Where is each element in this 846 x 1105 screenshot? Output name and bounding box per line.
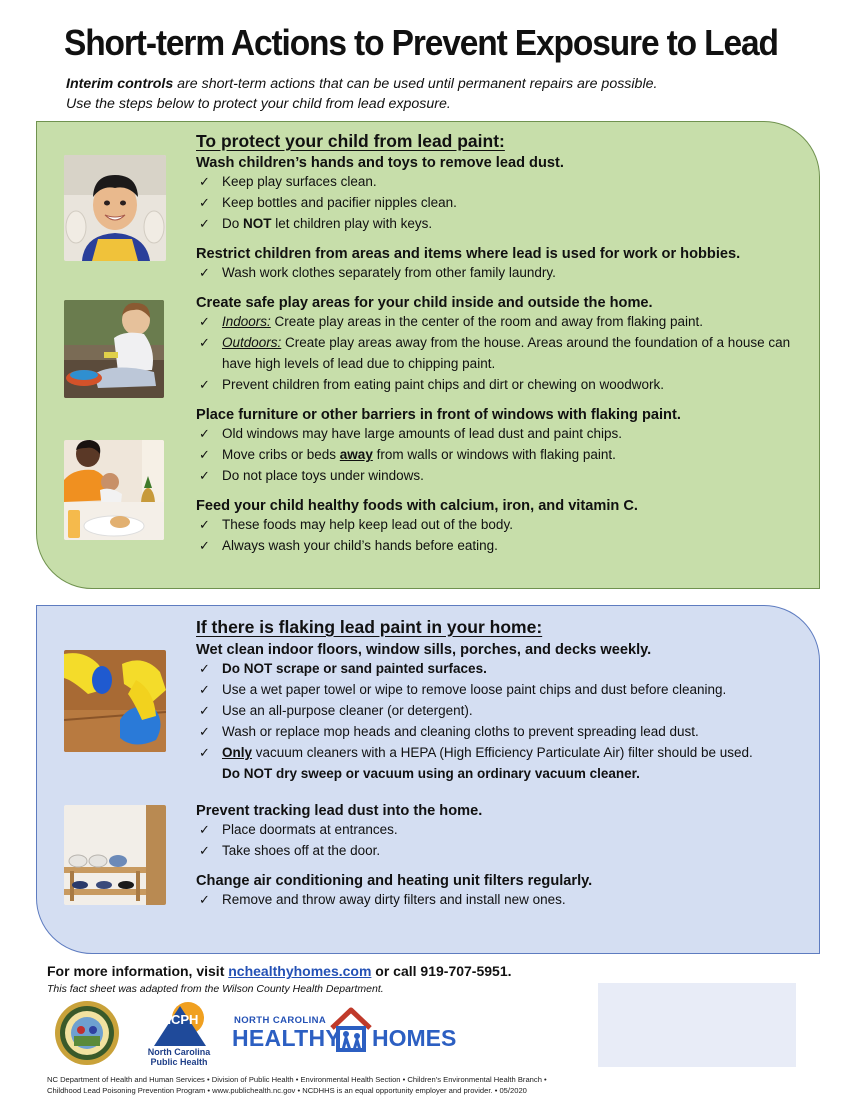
hh-healthy: HEALTHY xyxy=(232,1025,342,1051)
check-icon: ✓ xyxy=(199,724,210,739)
intro-line1: are short-term actions that can be used until permanent repairs are possible. xyxy=(173,76,658,92)
section1-heading: To protect your child from lead paint: xyxy=(196,131,505,151)
list-item: ✓ These foods may help keep lead out of the body. xyxy=(196,514,806,535)
section1-content xyxy=(196,131,806,556)
adapted-note: This fact sheet was adapted from the Wilson County Health Department. xyxy=(47,983,384,995)
website-link[interactable]: nchealthyhomes.com xyxy=(228,963,372,979)
playing-child-photo xyxy=(64,300,164,398)
list-item: ✓ Wash or replace mop heads and cleaning cloths to prevent spreading lead dust. xyxy=(196,721,806,742)
check-icon: ✓ xyxy=(199,822,210,837)
s2-g2-list xyxy=(196,819,806,861)
list-item: ✓ Only vacuum cleaners with a HEPA (High Efficiency Particulate Air) filter should be used. Do NOT dry sweep or vacuum using an ordinary vacuum cleaner. xyxy=(196,742,806,784)
s2-g1-list xyxy=(196,658,806,784)
ncph-label: North Carolina Public Health xyxy=(147,1047,211,1067)
g4-title: Place furniture or other barriers in front of windows with flaking paint. xyxy=(196,407,681,423)
check-icon: ✓ xyxy=(199,335,210,350)
section2-content xyxy=(196,617,806,910)
ncph-logo xyxy=(150,1000,210,1048)
check-icon: ✓ xyxy=(199,745,210,760)
list-item: ✓ Old windows may have large amounts of lead dust and paint chips. xyxy=(196,423,806,444)
g5-list xyxy=(196,514,806,556)
list-item: ✓ Always wash your child’s hands before eating. xyxy=(196,535,806,556)
list-item: ✓ Indoors: Create play areas in the center of the room and away from flaking paint. xyxy=(196,311,806,332)
check-icon: ✓ xyxy=(199,195,210,210)
check-icon: ✓ xyxy=(199,377,210,392)
s2-g3-title: Change air conditioning and heating unit filters regularly. xyxy=(196,873,593,889)
g3-list xyxy=(196,311,806,395)
g2-title: Restrict children from areas and items where lead is used for work or hobbies. xyxy=(196,246,741,262)
check-icon: ✓ xyxy=(199,517,210,532)
nc-seal-logo xyxy=(54,1000,120,1066)
check-icon: ✓ xyxy=(199,843,210,858)
blank-box xyxy=(598,983,796,1067)
list-item: ✓ Move cribs or beds away from walls or windows with flaking paint. xyxy=(196,444,806,465)
child-photo xyxy=(64,155,166,261)
check-icon: ✓ xyxy=(199,892,210,907)
more-info: For more information, visit nchealthyhomes.com or call 919-707-5951. xyxy=(47,963,512,979)
intro-bold: Interim controls xyxy=(66,76,174,92)
check-icon: ✓ xyxy=(199,538,210,553)
list-item: ✓ Do NOT let children play with keys. xyxy=(196,213,806,234)
disclaimer-line1: NC Department of Health and Human Services • Division of Public Health • Environmental Health Section • Children’s Environmental Health Branch • xyxy=(47,1075,547,1084)
list-item: ✓ Take shoes off at the door. xyxy=(196,840,806,861)
g5-title: Feed your child healthy foods with calcium, iron, and vitamin C. xyxy=(196,498,638,514)
intro-text xyxy=(66,74,657,114)
list-item: ✓ Do NOT scrape or sand painted surfaces. xyxy=(196,658,806,679)
list-item: ✓ Use an all-purpose cleaner (or detergent). xyxy=(196,700,806,721)
s2-g2-title: Prevent tracking lead dust into the home. xyxy=(196,803,483,819)
list-item: ✓ Outdoors: Create play areas away from the house. Areas around the foundation of a house can have high levels of lead due to chipping paint. xyxy=(196,332,806,374)
check-icon: ✓ xyxy=(199,703,210,718)
s2-g1-title: Wet clean indoor floors, window sills, porches, and decks weekly. xyxy=(196,642,652,658)
check-icon: ✓ xyxy=(199,682,210,697)
list-item: ✓ Wash work clothes separately from other family laundry. xyxy=(196,262,806,283)
list-item: ✓ Use a wet paper towel or wipe to remove loose paint chips and dust before cleaning. xyxy=(196,679,806,700)
list-item: ✓ Keep play surfaces clean. xyxy=(196,171,806,192)
shoes-photo xyxy=(64,805,166,905)
hh-homes: HOMES xyxy=(372,1025,457,1051)
list-item: ✓ Place doormats at entrances. xyxy=(196,819,806,840)
check-icon: ✓ xyxy=(199,216,210,231)
g4-list xyxy=(196,423,806,486)
list-item: ✓ Remove and throw away dirty filters and install new ones. xyxy=(196,889,806,910)
s2-g3-list xyxy=(196,889,806,910)
intro-line2: Use the steps below to protect your child from lead exposure. xyxy=(66,96,451,112)
healthy-homes-house-icon xyxy=(330,1006,372,1052)
check-icon: ✓ xyxy=(199,447,210,462)
g3-title: Create safe play areas for your child inside and outside the home. xyxy=(196,295,653,311)
check-icon: ✓ xyxy=(199,174,210,189)
list-item: ✓ Do not place toys under windows. xyxy=(196,465,806,486)
list-item: ✓ Keep bottles and pacifier nipples clean. xyxy=(196,192,806,213)
disclaimer-line2: Childhood Lead Poisoning Prevention Program • www.publichealth.nc.gov • NCDHHS is an equal opportunity employer and provider. • 05/2020 xyxy=(47,1086,527,1095)
check-icon: ✓ xyxy=(199,661,210,676)
g1-list xyxy=(196,171,806,234)
page-title: Short-term Actions to Prevent Exposure to Lead xyxy=(64,22,778,63)
section2-heading: If there is flaking lead paint in your home: xyxy=(196,617,543,637)
g1-title: Wash children’s hands and toys to remove lead dust. xyxy=(196,155,564,171)
check-icon: ✓ xyxy=(199,426,210,441)
hh-state: NORTH CAROLINA xyxy=(234,1015,327,1026)
check-icon: ✓ xyxy=(199,468,210,483)
ncph-logo-text: NCPH xyxy=(161,1012,199,1027)
g2-list xyxy=(196,262,806,283)
cleaning-gloves-photo xyxy=(64,650,166,752)
check-icon: ✓ xyxy=(199,265,210,280)
mother-child-photo xyxy=(64,440,164,540)
list-item: ✓ Prevent children from eating paint chips and dirt or chewing on woodwork. xyxy=(196,374,806,395)
check-icon: ✓ xyxy=(199,314,210,329)
